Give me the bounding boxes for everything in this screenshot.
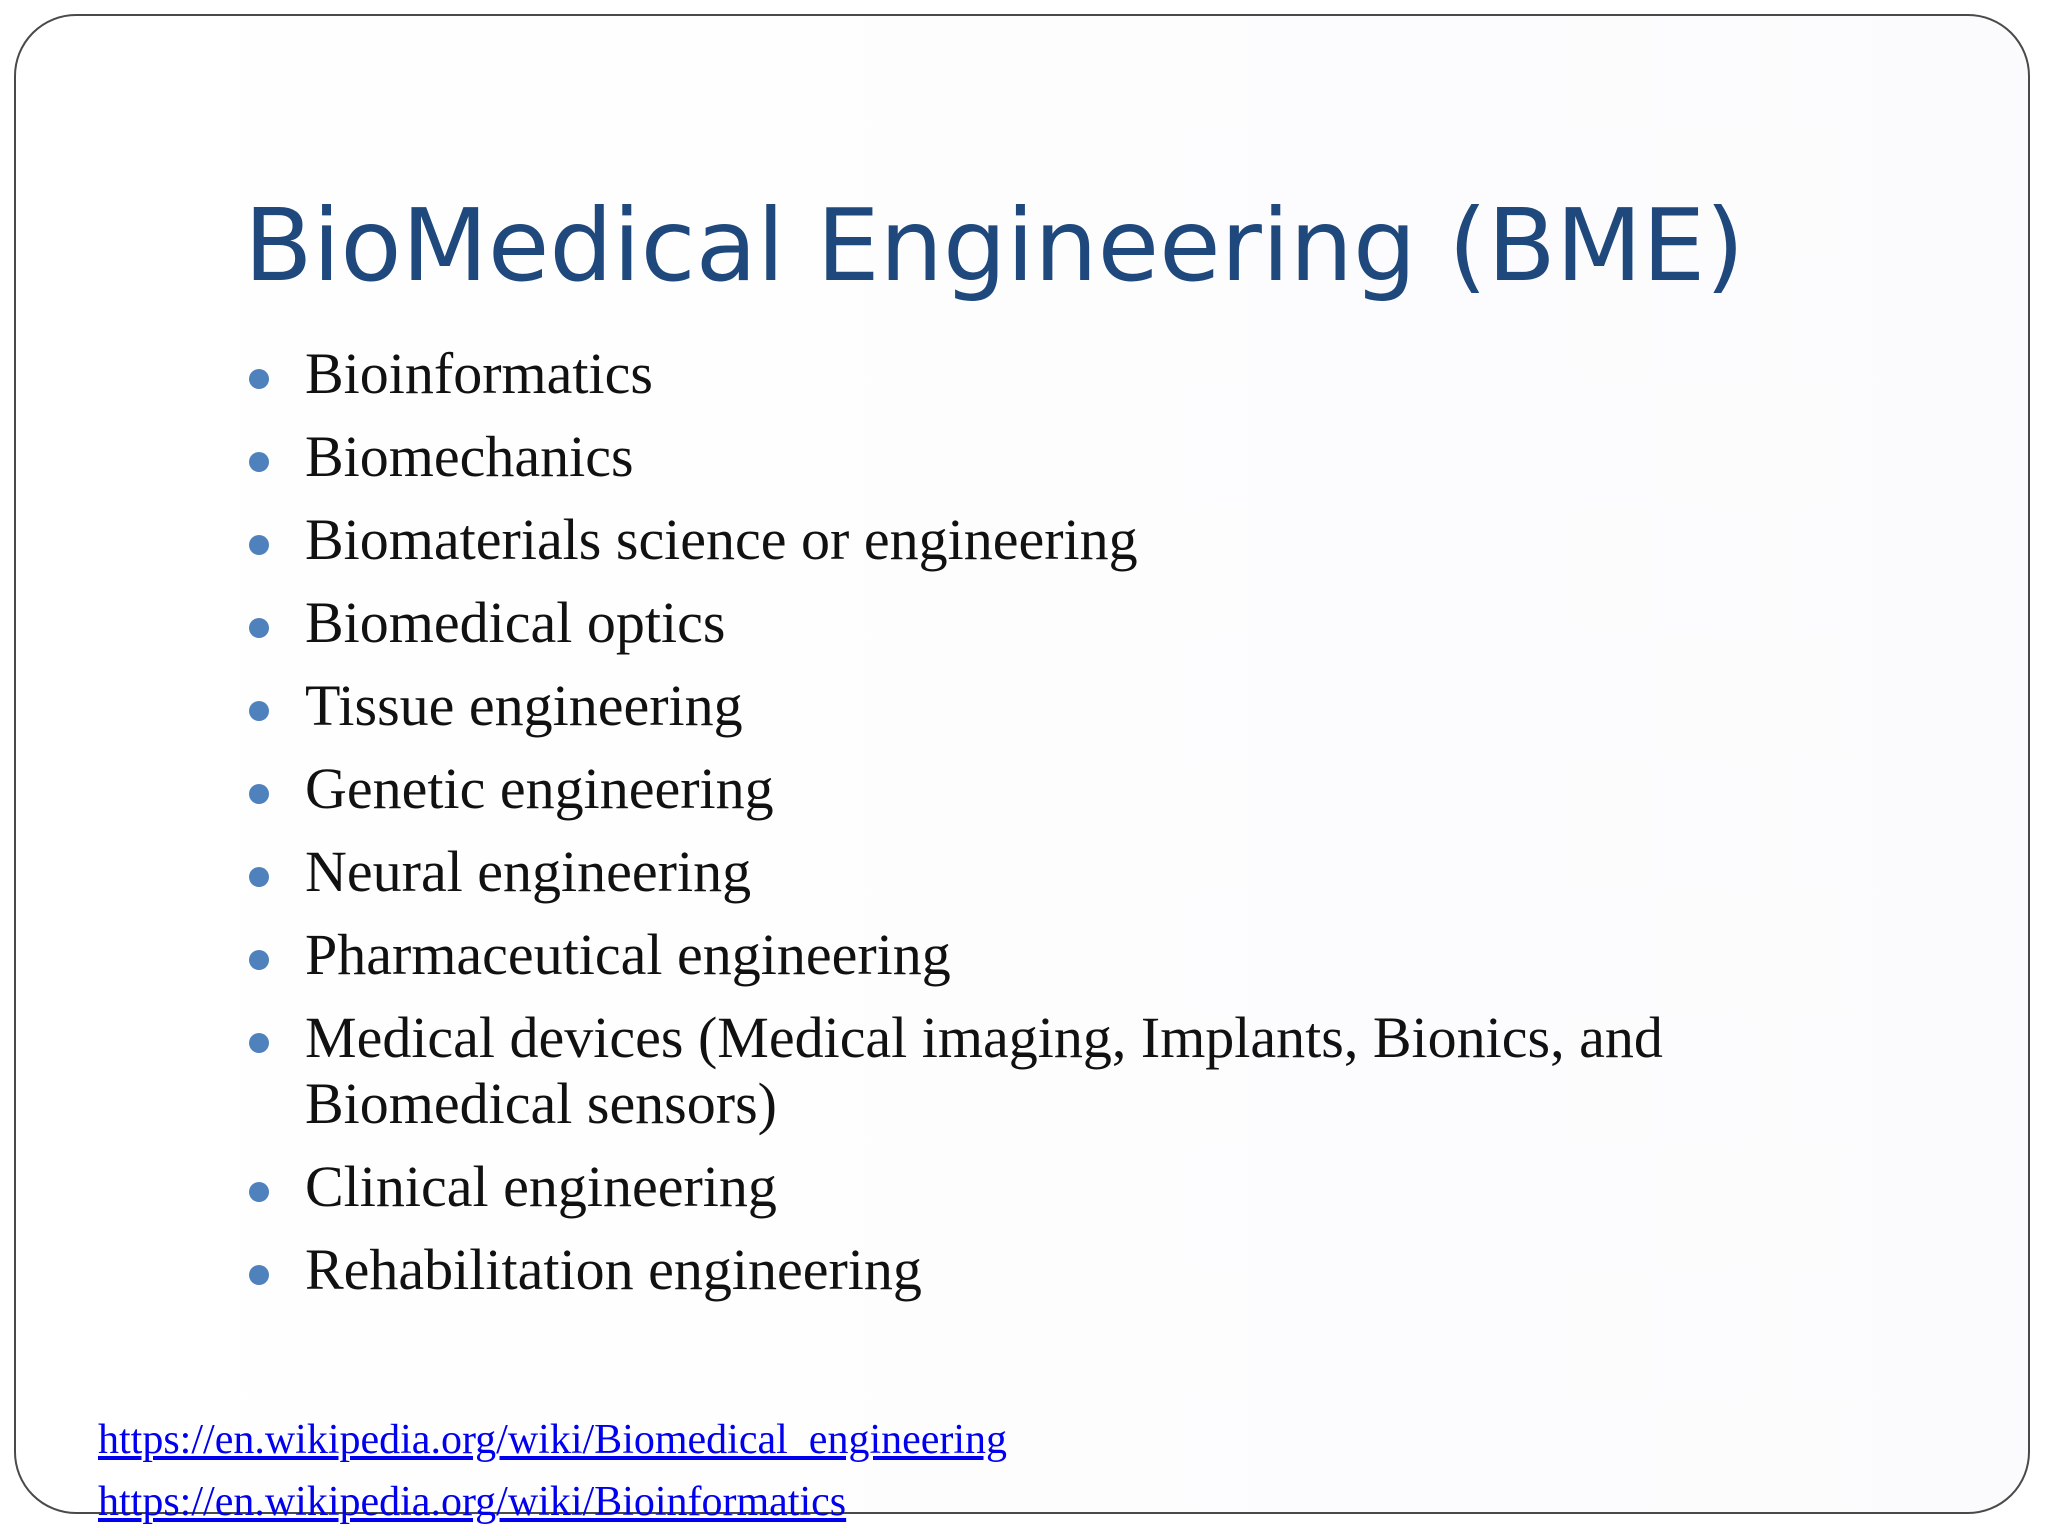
bullet-list [244,341,1804,1320]
bullet-icon [249,784,269,804]
list-item [244,424,1804,490]
bullet-icon [249,1265,269,1285]
bullet-icon [249,701,269,721]
slide-title: BioMedical Engineering (BME) [244,187,1745,304]
list-item [244,1237,1804,1303]
bullet-icon [249,369,269,389]
bullet-text: Clinical engineering [305,1154,777,1219]
bullet-icon [249,867,269,887]
bullet-icon [249,452,269,472]
list-item [244,590,1804,656]
bullet-text: Genetic engineering [305,756,774,821]
reference-links [98,1409,1007,1533]
list-item [244,922,1804,988]
bioinformatics-link[interactable]: https://en.wikipedia.org/wiki/Bioinformatics [98,1479,847,1525]
bullet-icon [249,535,269,555]
list-item [244,839,1804,905]
list-item [244,1005,1804,1137]
bullet-text: Medical devices (Medical imaging, Implants, Bionics, and Biomedical sensors) [305,1005,1663,1136]
bullet-icon [249,1033,269,1053]
bullet-text: Bioinformatics [305,341,653,406]
list-item [244,1154,1804,1220]
bullet-icon [249,950,269,970]
bullet-text: Pharmaceutical engineering [305,922,951,987]
bullet-icon [249,618,269,638]
list-item [244,507,1804,573]
bullet-icon [249,1182,269,1202]
bullet-text: Biomechanics [305,424,634,489]
biomedical-engineering-link[interactable]: https://en.wikipedia.org/wiki/Biomedical_engineering [98,1417,1008,1463]
bullet-text: Rehabilitation engineering [305,1237,922,1302]
bullet-text: Tissue engineering [305,673,743,738]
slide [14,14,2030,1525]
list-item [244,756,1804,822]
list-item [244,341,1804,407]
bullet-text: Biomaterials science or engineering [305,507,1138,572]
bullet-text: Neural engineering [305,839,752,904]
bullet-text: Biomedical optics [305,590,726,655]
list-item [244,673,1804,739]
